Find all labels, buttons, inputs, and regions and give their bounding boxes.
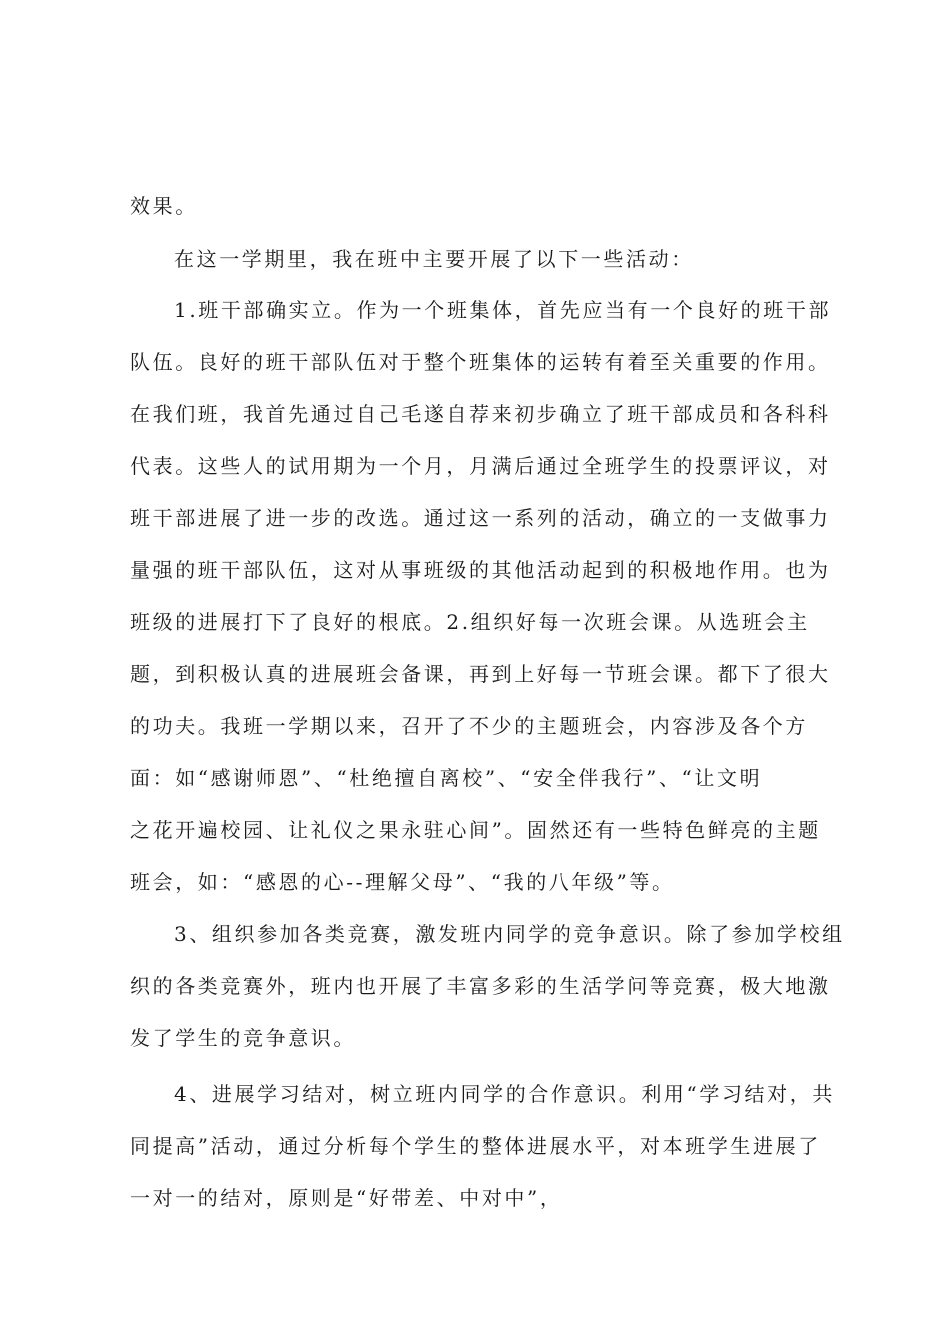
text-line: 同提高”活动，通过分析每个学生的整体进展水平，对本班学生进展了 [130, 1134, 821, 1158]
text-line: 班干部进展了进一步的改选。通过这一系列的活动，确立的一支做事力 [130, 506, 831, 530]
text-line: 效果。 [130, 194, 198, 218]
text-line: 织的各类竞赛外，班内也开展了丰富多彩的生活学问等竞赛，极大地激 [130, 974, 831, 998]
text-line: 在这一学期里，我在班中主要开展了以下一些活动： [174, 247, 694, 271]
text-line: 量强的班干部队伍，这对从事班级的其他活动起到的积极地作用。也为 [130, 558, 831, 582]
text-line: 面：如“感谢师恩”、“杜绝擅自离校”、“安全伴我行”、“让文明 [130, 766, 763, 790]
text-line: 一对一的结对，原则是“好带差、中对中”， [130, 1186, 563, 1210]
text-line: 4、进展学习结对，树立班内同学的合作意识。利用“学习结对，共 [174, 1082, 835, 1106]
text-line: 班级的进展打下了良好的根底。2.组织好每一次班会课。从选班会主 [130, 610, 810, 634]
text-line: 的功夫。我班一学期以来，召开了不少的主题班会，内容涉及各个方 [130, 714, 808, 738]
text-line: 1.班干部确实立。作为一个班集体，首先应当有一个良好的班干部 [174, 298, 832, 322]
text-line: 发了学生的竞争意识。 [130, 1026, 356, 1050]
text-line: 班会，如：“感恩的心--理解父母”、“我的八年级”等。 [130, 870, 675, 894]
text-line: 3、组织参加各类竞赛，激发班内同学的竞争意识。除了参加学校组 [174, 922, 845, 946]
text-line: 代表。这些人的试用期为一个月，月满后通过全班学生的投票评议，对 [130, 454, 831, 478]
text-line: 题，到积极认真的进展班会备课，再到上好每一节班会课。都下了很大 [130, 662, 831, 686]
text-line: 队伍。良好的班干部队伍对于整个班集体的运转有着至关重要的作用。 [130, 350, 831, 374]
text-line: 之花开遍校园、让礼仪之果永驻心间”。固然还有一些特色鲜亮的主题 [130, 818, 821, 842]
text-line: 在我们班，我首先通过自己毛遂自荐来初步确立了班干部成员和各科科 [130, 402, 831, 426]
